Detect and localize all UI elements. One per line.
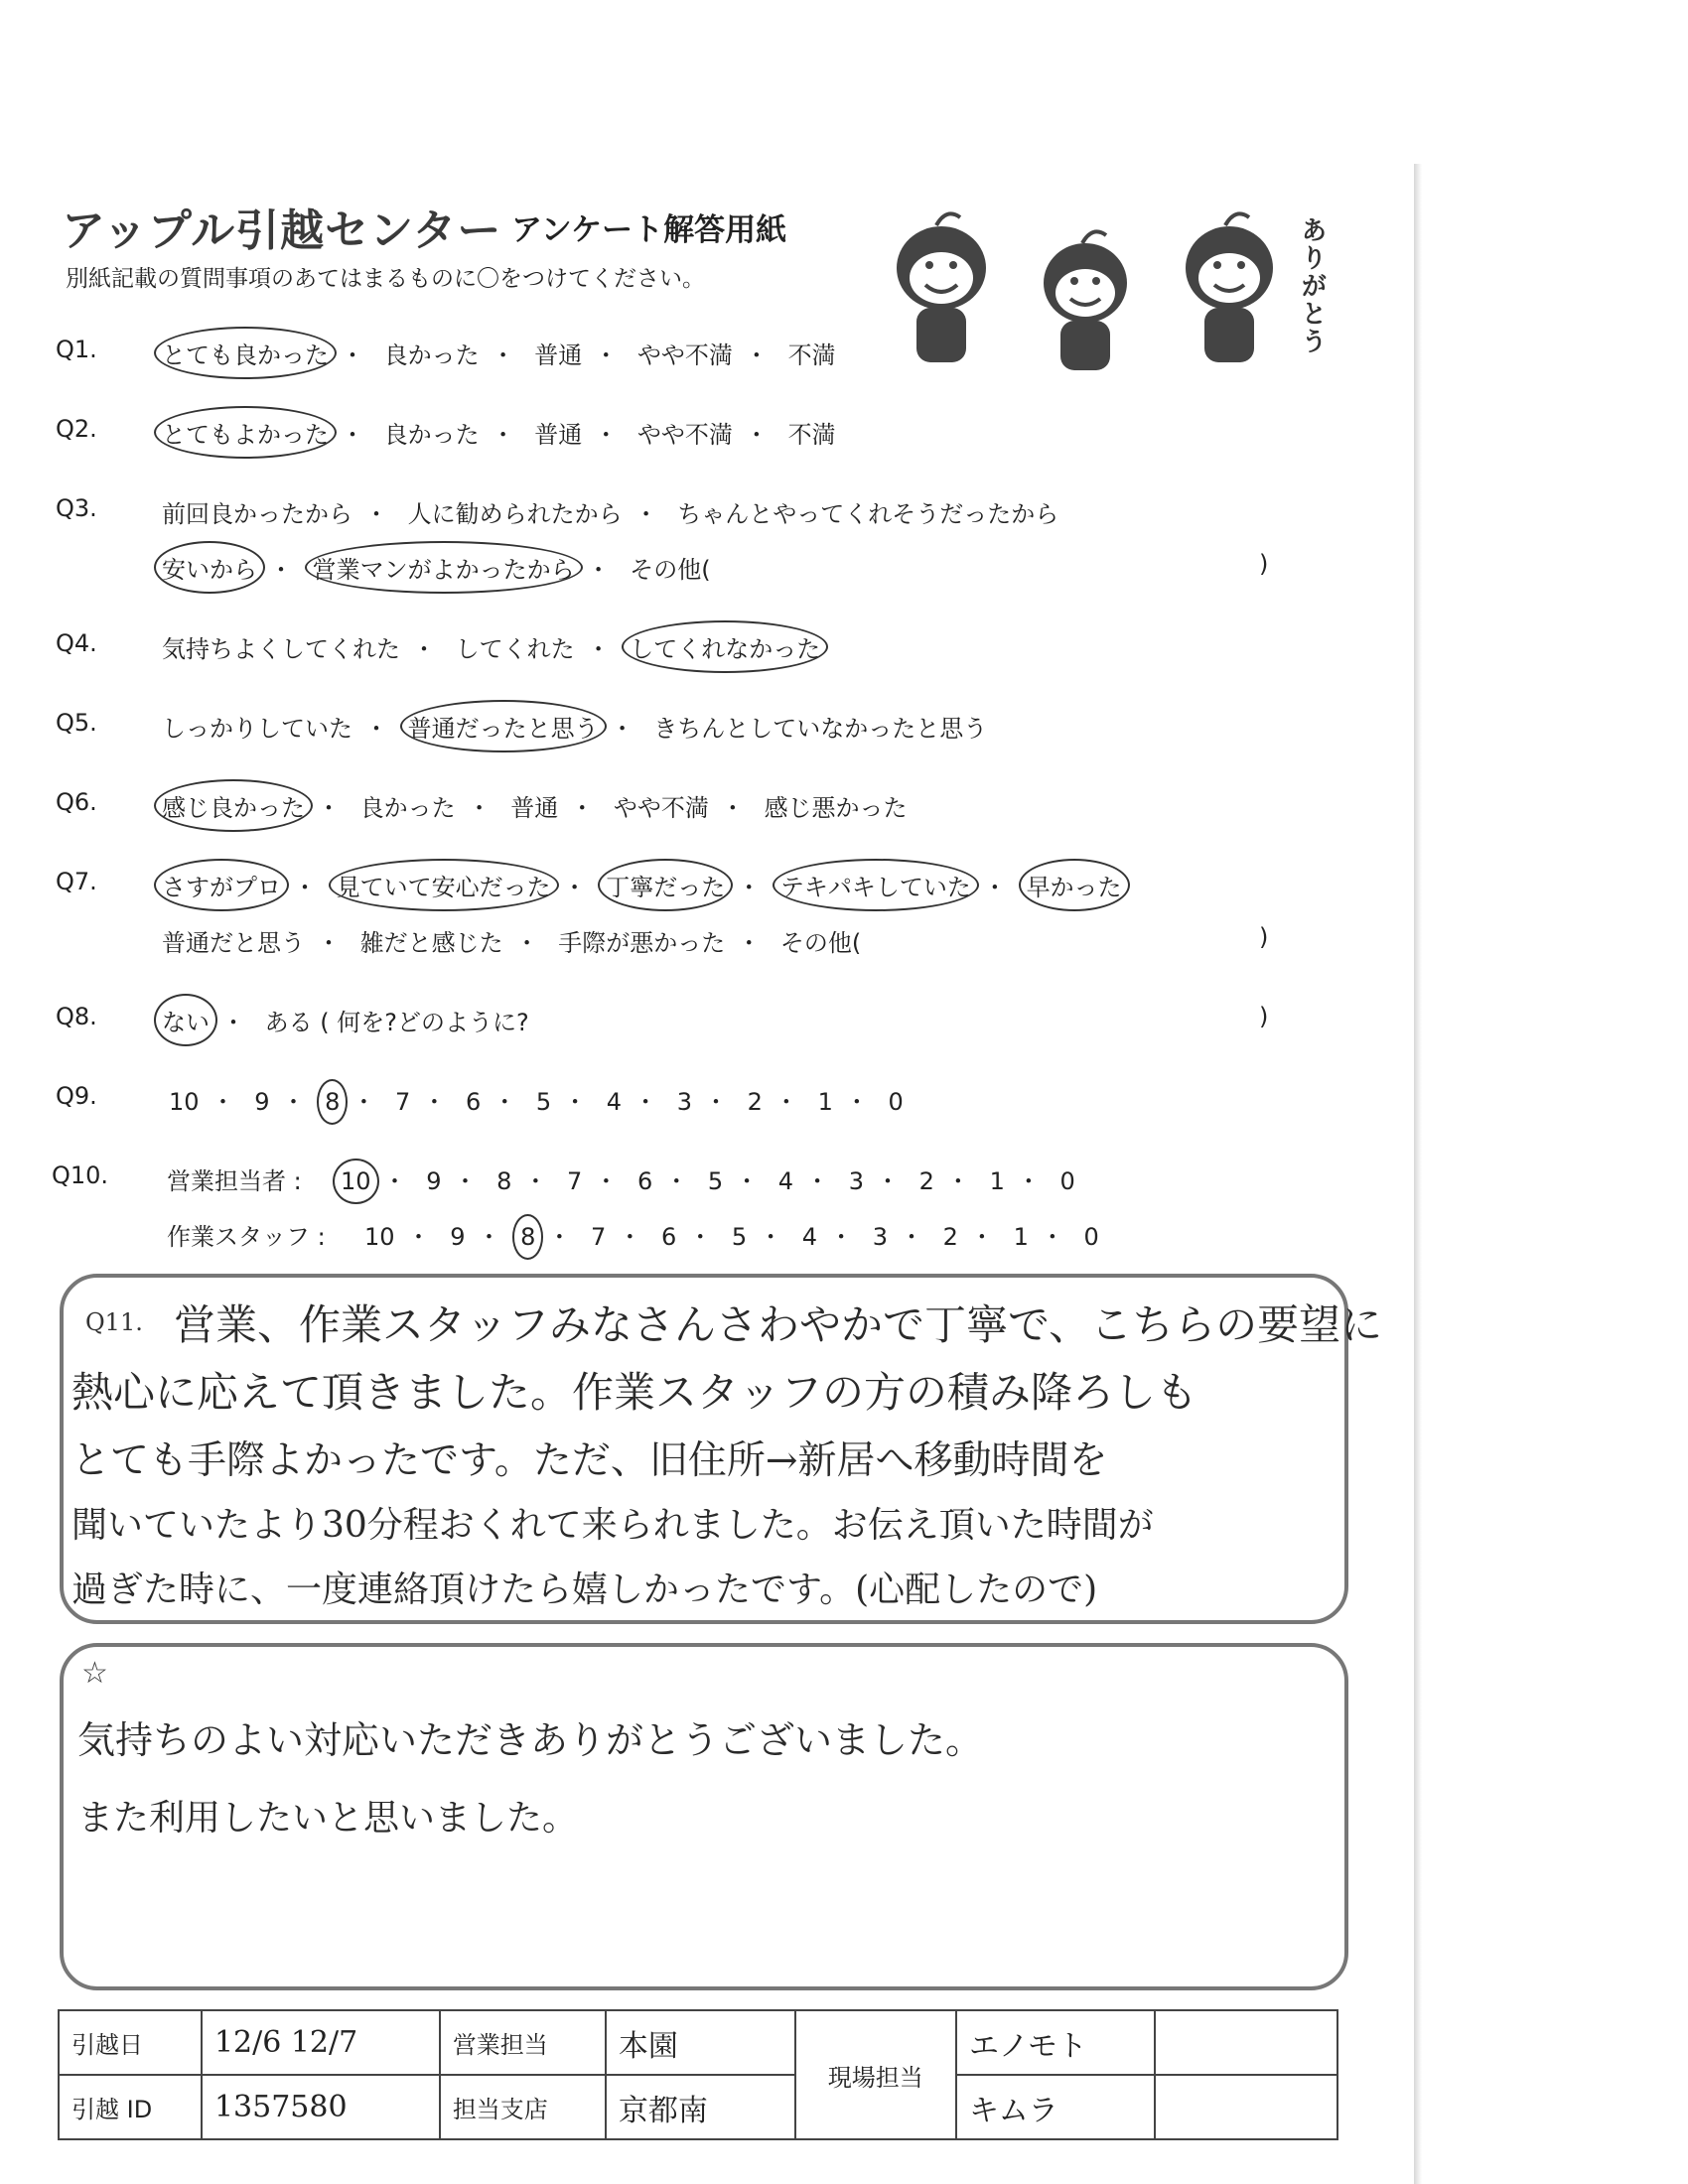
q9-score-1[interactable]: 1 [817,1088,833,1116]
q8-label: Q8. [56,1003,97,1030]
q4-option-2[interactable]: してくれた [455,635,575,663]
q3-option-2[interactable]: 人に勧められたから [407,500,623,528]
q8-option-2[interactable]: ある ( 何を?どのように? [264,1009,529,1036]
site-rep-extra-1[interactable] [1155,2010,1337,2075]
q7-option-4[interactable]: テキパキしていた [780,868,971,902]
move-id-label: 引越 ID [59,2075,202,2139]
site-rep-value-1[interactable]: エノモト [956,2010,1155,2075]
star-comment-line-1: 気持ちのよい対応いただきありがとうございました。 [77,1718,984,1762]
q9-label: Q9. [56,1082,97,1110]
instructions-text: 別紙記載の質問事項のあてはまるものに〇をつけてください。 [66,266,705,292]
star-comment-line-2: また利用したいと思いました。 [77,1798,579,1839]
q10-sales-score-9[interactable]: 9 [426,1167,442,1195]
q1-option-5[interactable]: 不満 [787,341,836,369]
q8-options: ない ・ ある ( 何を?どのように? [162,1003,529,1037]
sales-rep-value[interactable]: 本園 [606,2010,795,2075]
mascot-caption: ありがとう [1297,216,1327,355]
q7-option-9[interactable]: その他( [779,929,862,957]
q2-option-5[interactable]: 不満 [787,421,836,449]
q9-score-0[interactable]: 0 [888,1088,904,1116]
q9-scale: 10 ・ 9 ・ 8 ・ 7 ・ 6 ・ 5 ・ 4 ・ 3 ・ 2 ・ 1 ・ 0 [169,1088,904,1116]
q10-staff-score-7[interactable]: 7 [591,1223,607,1251]
q9-score-4[interactable]: 4 [606,1088,623,1116]
q2-option-4[interactable]: やや不満 [636,421,733,449]
q9-score-8[interactable]: 8 [325,1088,341,1116]
branch-value[interactable]: 京都南 [606,2075,795,2139]
q3-option-5[interactable]: 営業マンがよかったから [313,550,575,585]
monkey-left-icon [897,213,986,362]
q3-option-6[interactable]: その他( [630,556,711,584]
q10-label: Q10. [52,1161,109,1189]
q1-label: Q1. [56,336,97,363]
q3-label: Q3. [56,494,97,522]
q11-line-4: 聞いていたより30分程おくれて来られました。お伝え頂いた時間が [71,1505,1154,1546]
q10-staff-score-9[interactable]: 9 [450,1223,466,1251]
q8-close-paren: ) [1259,1003,1269,1030]
q3-options-line-1: 前回良かったから ・ 人に勧められたから ・ ちゃんとやってくれそうだったから [162,494,1058,529]
q2-option-2[interactable]: 良かった [383,421,480,449]
q3-option-3[interactable]: ちゃんとやってくれそうだったから [677,500,1059,528]
q6-option-2[interactable]: 良かった [359,794,456,822]
q10-staff-score-5[interactable]: 5 [731,1223,748,1251]
site-rep-value-2[interactable]: キムラ [956,2075,1155,2139]
q3-options-line-2: 安いから ・ 営業マンがよかったから ・ その他( [162,550,711,585]
q9-score-6[interactable]: 6 [465,1088,482,1116]
q9-score-10[interactable]: 10 [169,1088,200,1116]
q1-options: とても良かった ・ 良かった ・ 普通 ・ やや不満 ・ 不満 [162,336,836,370]
q10-sales-score-7[interactable]: 7 [567,1167,583,1195]
q10-staff-score-3[interactable]: 3 [872,1223,888,1251]
q10-sales-score-3[interactable]: 3 [848,1167,864,1195]
q7-close-paren: ) [1259,923,1269,951]
monkey-right-icon [1186,213,1273,362]
q10-sales-prefix: 営業担当者 : [167,1167,302,1195]
q1-option-2[interactable]: 良かった [383,341,480,369]
q7-options-line-2: 普通だと思う ・ 雑だと感じた ・ 手際が悪かった ・ その他( [162,923,861,958]
q7-options-line-1: さすがプロ ・ 見ていて安心だった ・ 丁寧だった ・ テキパキしていた ・ 早かった [162,868,1122,902]
site-rep-extra-2[interactable] [1155,2075,1337,2139]
q10-sales-score-5[interactable]: 5 [707,1167,724,1195]
q2-options: とてもよかった ・ 良かった ・ 普通 ・ やや不満 ・ 不満 [162,415,836,450]
q7-option-1[interactable]: さすがプロ [162,868,281,902]
q4-option-1[interactable]: 気持ちよくしてくれた [162,635,400,663]
q6-option-4[interactable]: やや不満 [613,794,709,822]
q11-line-3: とても手際よかったです。ただ、旧住所→新居へ移動時間を [71,1438,1108,1483]
monkey-mascots-illustration [862,204,1329,382]
q6-options: 感じ良かった ・ 良かった ・ 普通 ・ やや不満 ・ 感じ悪かった [162,788,908,823]
q4-label: Q4. [56,629,97,657]
q9-score-5[interactable]: 5 [535,1088,552,1116]
star-label: ☆ [81,1656,108,1691]
q5-option-1[interactable]: しっかりしていた [162,715,352,743]
q6-option-1[interactable]: 感じ良かった [162,788,305,823]
q3-close-paren: ) [1259,550,1269,578]
q7-option-3[interactable]: 丁寧だった [606,868,725,902]
q2-option-1[interactable]: とてもよかった [162,415,329,450]
q10-sales-score-0[interactable]: 0 [1059,1167,1075,1195]
q7-option-8[interactable]: 手際が悪かった [558,929,726,957]
q7-option-5[interactable]: 早かった [1027,868,1122,902]
q6-label: Q6. [56,788,97,816]
q11-line-2: 熱心に応えて頂きました。作業スタッフの方の積み降ろしも [71,1368,1198,1417]
q10-sales-score-1[interactable]: 1 [989,1167,1005,1195]
q11-line-1: 営業、作業スタッフみなさんさわやかで丁寧で、こちらの要望に [174,1300,1383,1349]
q9-score-9[interactable]: 9 [254,1088,270,1116]
q10-staff-score-1[interactable]: 1 [1013,1223,1029,1251]
q10-staff-score-10[interactable]: 10 [364,1223,395,1251]
q6-option-3[interactable]: 普通 [510,794,559,822]
sales-rep-label: 営業担当 [440,2010,606,2075]
q11-label: Q11. [85,1308,143,1336]
q10-sales-score-8[interactable]: 8 [496,1167,512,1195]
q8-option-1[interactable]: ない [162,1003,210,1037]
q10-staff-score-0[interactable]: 0 [1083,1223,1099,1251]
brand-title: アップル引越センター [62,205,502,256]
q10-staff-prefix: 作業スタッフ : [167,1223,326,1251]
q5-option-3[interactable]: きちんとしていなかったと思う [653,715,988,743]
q1-option-3[interactable]: 普通 [534,341,583,369]
q1-option-4[interactable]: やや不満 [636,341,733,369]
move-id-value[interactable]: 1357580 [202,2075,440,2139]
q9-score-2[interactable]: 2 [747,1088,763,1116]
q4-option-3[interactable]: してくれなかった [630,629,820,664]
q10-staff-score-4[interactable]: 4 [801,1223,818,1251]
q7-label: Q7. [56,868,97,895]
q10-sales-score-10[interactable]: 10 [341,1167,371,1195]
q10-sales-score-2[interactable]: 2 [918,1167,934,1195]
q10-staff-scale: 作業スタッフ : 10 ・ 9 ・ 8 ・ 7 ・ 6 ・ 5 ・ 4 ・ 3 ・ 2 ・ 1 ・ 0 [167,1217,1099,1252]
q10-sales-score-4[interactable]: 4 [777,1167,794,1195]
q3-option-4[interactable]: 安いから [162,550,257,585]
q4-options: 気持ちよくしてくれた ・ してくれた ・ してくれなかった [162,629,820,664]
q5-option-2[interactable]: 普通だったと思う [408,709,599,744]
q6-option-5[interactable]: 感じ悪かった [764,794,908,822]
q11-line-5: 過ぎた時に、一度連絡頂けたら嬉しかったです。(心配したので) [71,1570,1098,1610]
move-date-value[interactable]: 12/6 12/7 [202,2010,440,2075]
q10-sales-scale: 営業担当者 : 10 ・ 9 ・ 8 ・ 7 ・ 6 ・ 5 ・ 4 ・ 3 ・ 2 ・ 1 ・ 0 [167,1161,1075,1196]
branch-label: 担当支店 [440,2075,606,2139]
move-date-label: 引越日 [59,2010,202,2075]
site-rep-label: 現場担当 [795,2010,956,2139]
q7-option-7[interactable]: 雑だと感じた [359,929,503,957]
q9-score-3[interactable]: 3 [676,1088,692,1116]
q5-label: Q5. [56,709,97,737]
form-subtitle: アンケート解答用紙 [511,212,787,248]
q7-option-2[interactable]: 見ていて安心だった [337,868,551,902]
monkey-center-icon [1044,231,1127,370]
q10-staff-score-8[interactable]: 8 [520,1223,536,1251]
q1-option-1[interactable]: とても良かった [162,336,329,370]
q2-label: Q2. [56,415,97,443]
page-edge-shadow [1414,164,1422,2184]
q10-staff-score-6[interactable]: 6 [660,1223,677,1251]
q10-staff-score-2[interactable]: 2 [942,1223,958,1251]
q7-option-6[interactable]: 普通だと思う [162,929,305,957]
move-info-table [58,2009,1338,2140]
q5-options: しっかりしていた ・ 普通だったと思う ・ きちんとしていなかったと思う [162,709,987,744]
q10-sales-score-6[interactable]: 6 [636,1167,653,1195]
q3-option-1[interactable]: 前回良かったから [162,500,352,528]
q2-option-3[interactable]: 普通 [534,421,583,449]
q9-score-7[interactable]: 7 [395,1088,411,1116]
